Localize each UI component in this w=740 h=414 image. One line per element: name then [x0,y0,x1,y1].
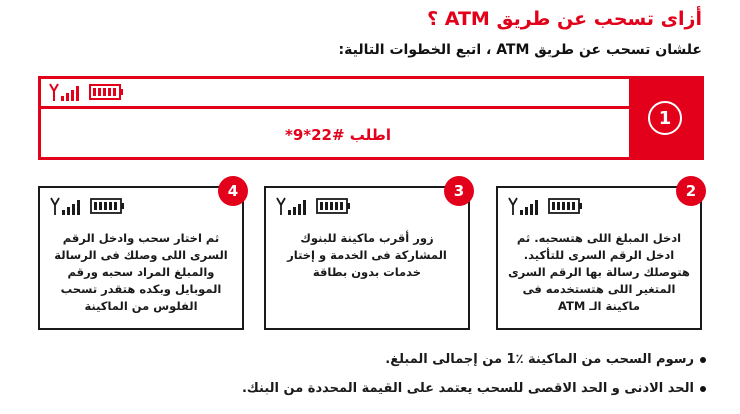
note-fees [385,352,706,367]
step-3-text: زور أقرب ماكينة للبنوك المشاركة فى الخدمة و إختار خدمات بدون بطاقة [287,231,447,279]
note-fees-text: رسوم السحب من الماكينة ٪1 من إجمالى المبلغ. [385,352,694,367]
step-1-number: 1 [648,101,682,135]
phone-status-bar [41,79,635,109]
step-2-card [496,182,702,330]
battery-icon [316,196,352,216]
bullet-dot [700,357,706,363]
step-2-badge: 2 [676,176,706,206]
step-3-card [264,182,470,330]
step-4-card [38,182,244,330]
step-1-panel [38,76,704,160]
note-limits [242,381,706,396]
ussd-code: اطلب #22*9* [284,126,392,144]
page-subtitle: علشان تسحب عن طريق ATM ، اتبع الخطوات التالية: [338,42,702,58]
note-limits-text: الحد الادنى و الحد الاقصى للسحب يعتمد على القيمة المحددة من البنك. [241,381,694,396]
battery-icon [90,196,126,216]
step-3-badge: 3 [444,176,474,206]
step-4-text: ثم اختار سحب وادخل الرقم السرى اللى وصلك فى الرسالة والمبلغ المراد سحبه ورقم الموبايل وبكده هتقدر تسحب الفلوس من الماكينة [54,231,228,313]
signal-bars-icon [47,82,81,102]
signal-bars-icon [48,196,82,216]
step-4-badge: 4 [218,176,248,206]
step-1-number-panel [629,79,701,157]
page-title: أزاى تسحب عن طريق ATM ؟ [427,8,702,30]
signal-bars-icon [506,196,540,216]
bullet-dot [700,386,706,392]
battery-icon [89,82,125,102]
battery-icon [548,196,584,216]
signal-bars-icon [274,196,308,216]
step-2-text: ادخل المبلغ اللى هتسحبه. ثم ادخل الرقم السرى للتأكيد. هتوصلك رسالة بها الرقم السرى المتغير اللى هتستخدمه فى ماكينة الـ ATM [508,231,690,313]
